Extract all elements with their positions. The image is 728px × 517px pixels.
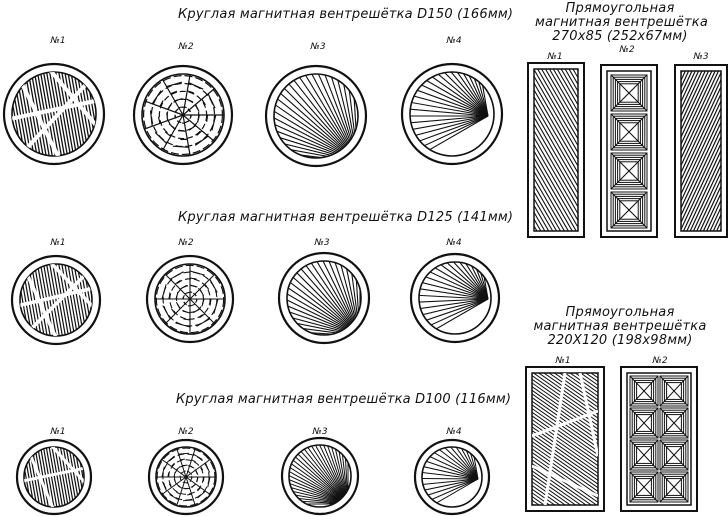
- grille-d150-4: [398, 60, 506, 168]
- title-rect220-line3: 220X120 (198x98мм): [530, 334, 710, 348]
- title-rect270-line1: Прямоугольная: [535, 2, 705, 16]
- label-d100-4: №4: [446, 427, 461, 437]
- grille-d150-1: [0, 60, 108, 168]
- label-d100-2: №2: [178, 427, 193, 437]
- title-d100: Круглая магнитная вентрешётка D100 (116мм): [176, 392, 511, 407]
- grille-rect270-3: [674, 64, 728, 238]
- label-d125-4: №4: [446, 238, 461, 248]
- grille-d100-3: [280, 436, 360, 516]
- grille-d125-4: [408, 251, 502, 345]
- grille-d100-1: [14, 437, 94, 517]
- grille-d100-2: [146, 437, 226, 517]
- label-rect270-2: №2: [619, 45, 634, 55]
- grille-d150-2: [130, 62, 236, 168]
- grille-d150-3: [262, 62, 370, 170]
- label-rect270-3: №3: [693, 52, 708, 62]
- label-d150-2: №2: [178, 42, 193, 52]
- label-d125-2: №2: [178, 238, 193, 248]
- grille-d125-3: [276, 250, 372, 346]
- title-d150: Круглая магнитная вентрешётка D150 (166мм): [178, 7, 513, 22]
- label-d125-1: №1: [50, 238, 65, 248]
- grille-d100-4: [412, 437, 492, 517]
- label-d100-3: №3: [312, 427, 327, 437]
- label-d125-3: №3: [314, 238, 329, 248]
- grille-rect220-1: [525, 366, 605, 512]
- title-rect220-line1: Прямоугольная: [530, 306, 710, 320]
- title-rect270-line2: магнитная вентрешётка: [535, 16, 705, 30]
- label-rect220-1: №1: [555, 356, 570, 366]
- label-d150-1: №1: [50, 36, 65, 46]
- label-rect220-2: №2: [652, 356, 667, 366]
- title-rect220: [530, 306, 710, 348]
- title-d125: Круглая магнитная вентрешётка D125 (141мм): [178, 210, 513, 225]
- grille-rect220-2: [620, 366, 698, 512]
- grille-rect270-1: [527, 62, 585, 238]
- title-rect270: [535, 2, 705, 44]
- title-rect220-line2: магнитная вентрешётка: [530, 320, 710, 334]
- label-d100-1: №1: [50, 427, 65, 437]
- label-rect270-1: №1: [547, 52, 562, 62]
- title-rect270-line3: 270x85 (252x67мм): [535, 30, 705, 44]
- label-d150-4: №4: [446, 36, 461, 46]
- grille-rect270-2: [600, 64, 658, 238]
- grille-d125-2: [144, 253, 236, 345]
- label-d150-3: №3: [310, 42, 325, 52]
- grille-d125-1: [8, 252, 104, 348]
